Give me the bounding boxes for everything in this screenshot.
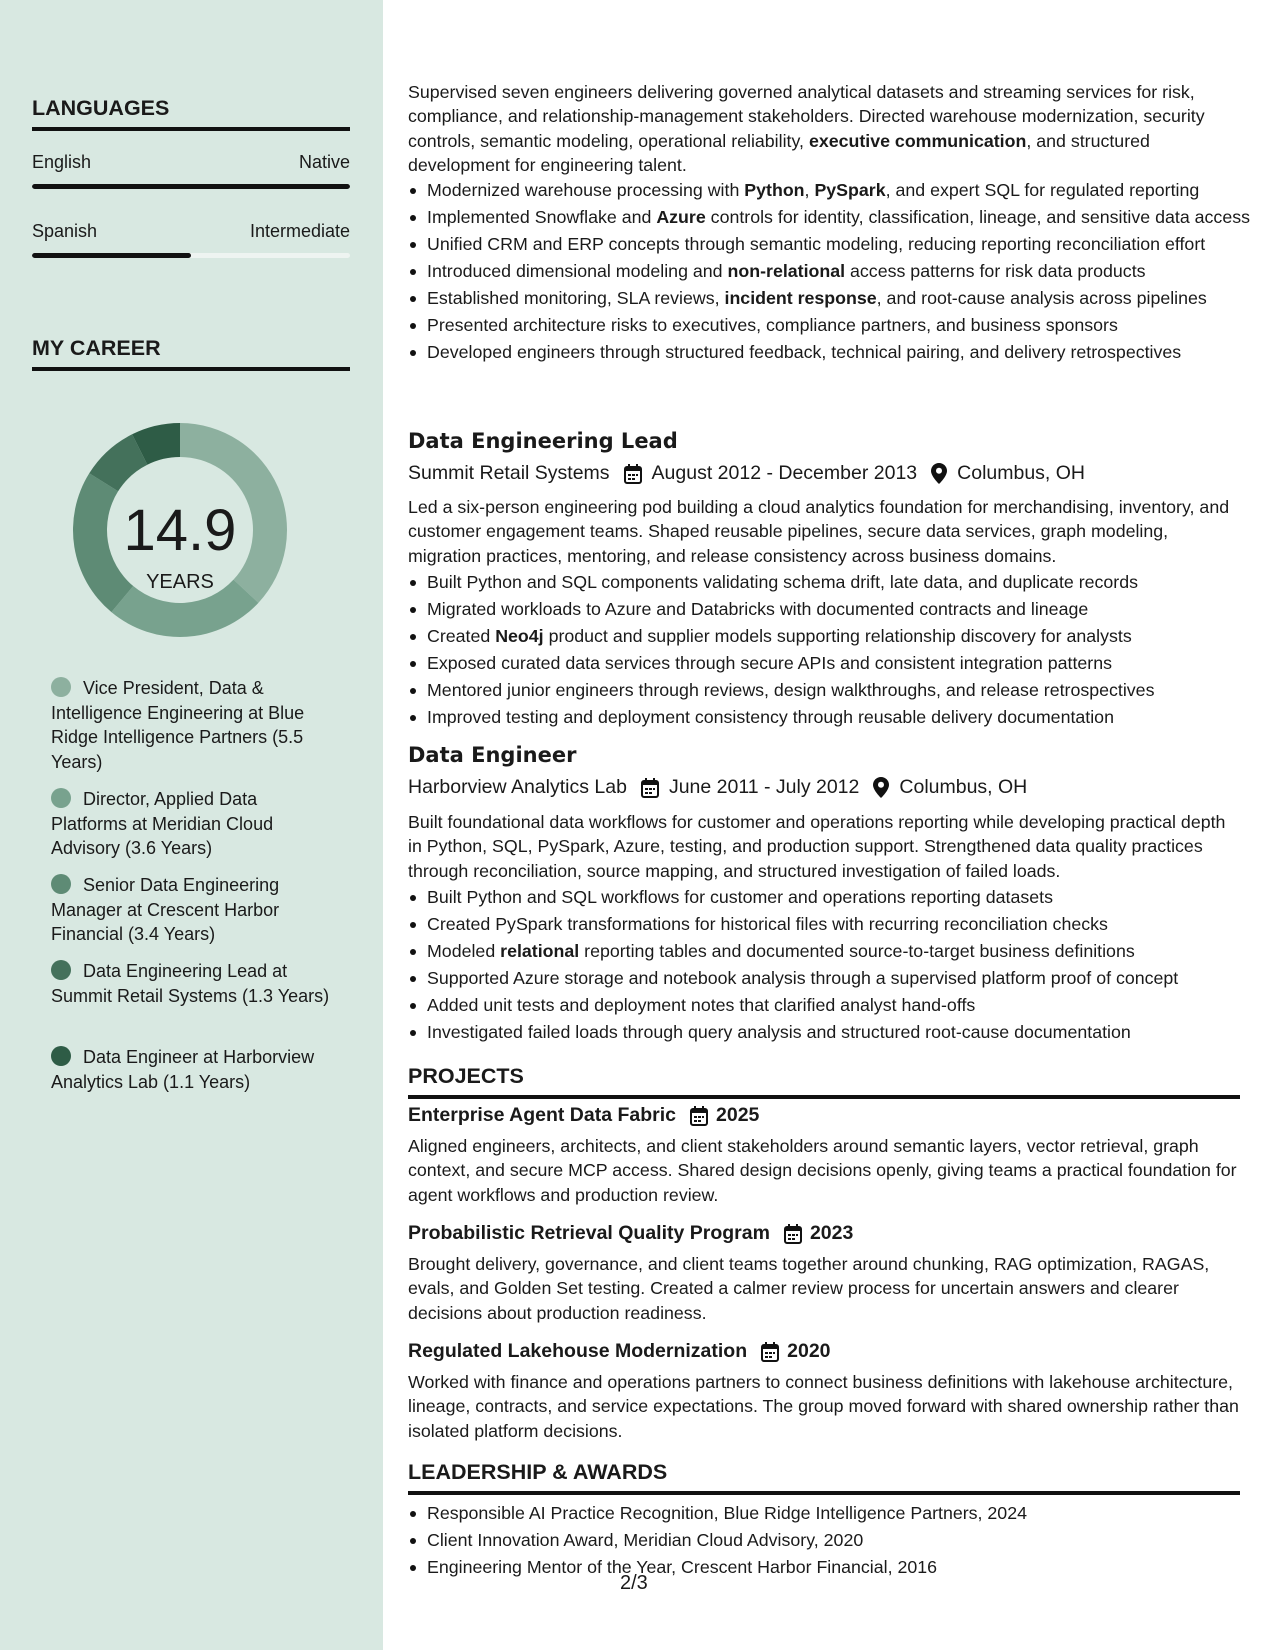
page-number: 2/3 [620, 1572, 648, 1594]
job-location: Columbus, OH [899, 776, 1028, 798]
project-title: Enterprise Agent Data Fabric [408, 1104, 677, 1126]
bullet-item: Unified CRM and ERP concepts through semantic modeling, reducing reporting reconciliation effort [427, 232, 1259, 256]
languages-heading: LANGUAGES [32, 96, 350, 131]
bullet-item: Developed engineers through structured feedback, technical pairing, and delivery retrospectives [427, 340, 1259, 364]
calendar-icon [761, 1342, 779, 1362]
career-total-unit: YEARS [146, 571, 214, 593]
legend-label: Data Engineering Lead at Summit Retail Systems (1.3 Years) [51, 961, 330, 1006]
language-bar-spanish [32, 253, 350, 258]
sidebar [0, 0, 383, 1650]
project-title: Probabilistic Retrieval Quality Program [408, 1222, 770, 1244]
project-title-row [408, 1104, 759, 1127]
legend-label: Director, Applied Data Platforms at Meridian Cloud Advisory (3.6 Years) [51, 789, 274, 858]
career-total-years: 14.9 [123, 498, 237, 563]
project-title-row [408, 1222, 853, 1245]
career-legend-item [51, 1045, 331, 1094]
award-item: Engineering Mentor of the Year, Crescent Harbor Financial, 2016 [427, 1555, 1259, 1579]
bullet-item: Modeled relational reporting tables and documented source-to-target business definitions [427, 939, 1259, 963]
job-meta [408, 776, 1027, 799]
calendar-icon [641, 778, 659, 798]
bullet-item: Migrated workloads to Azure and Databricks with documented contracts and lineage [427, 597, 1259, 621]
legend-label: Senior Data Engineering Manager at Crescent Harbor Financial (3.4 Years) [51, 875, 280, 944]
legend-dot [51, 1046, 71, 1066]
career-legend-item [51, 676, 331, 774]
language-level: Native [298, 152, 350, 172]
job-company: Summit Retail Systems [408, 462, 610, 484]
bullet-item: Mentored junior engineers through reviews, design walkthroughs, and release retrospectives [427, 678, 1259, 702]
career-legend-item [51, 959, 331, 1008]
bullet-item: Added unit tests and deployment notes that clarified analyst hand-offs [427, 993, 1259, 1017]
legend-dot [51, 960, 71, 980]
bullet-item: Exposed curated data services through secure APIs and consistent integration patterns [427, 651, 1259, 675]
career-legend-item [51, 787, 331, 861]
career-donut-chart [60, 410, 300, 650]
job-dates: August 2012 - December 2013 [651, 462, 918, 484]
language-bar-fill [32, 184, 350, 189]
project-year: 2025 [716, 1104, 760, 1126]
project-description: Brought delivery, governance, and client teams together around chunking, RAG optimization, RAGAS, evals, and Golden Set testing. Created a calmer review process for uncertain answers and clearer decisions about production readiness. [408, 1254, 1210, 1323]
job-summary: Built foundational data workflows for customer and operations reporting while developing practical depth in Python, SQL, PySpark, Azure, testing, and production support. Strengthened data quality practices through reconciliation, source mapping, and structured investigation of failed loads. [408, 812, 1226, 881]
awards-heading: LEADERSHIP & AWARDS [408, 1460, 1240, 1495]
bullet-item: Established monitoring, SLA reviews, incident response, and root-cause analysis across pipelines [427, 286, 1259, 310]
project-title: Regulated Lakehouse Modernization [408, 1340, 748, 1362]
language-level: Intermediate [249, 221, 350, 241]
bullet-item: Created PySpark transformations for historical files with recurring reconciliation checks [427, 912, 1259, 936]
job-summary: Supervised seven engineers delivering governed analytical datasets and streaming services for risk, compliance, and relationship-management stakeholders. Directed warehouse modernization, security controls, semantic modeling, operational reliability, executive communication, and structured development for engineering talent. [408, 82, 1205, 176]
bullet-item: Implemented Snowflake and Azure controls for identity, classification, lineage, and sensitive data access [427, 205, 1259, 229]
career-legend-item [51, 873, 331, 947]
bullet-item: Improved testing and deployment consistency through reusable delivery documentation [427, 705, 1259, 729]
bullet-item: Modernized warehouse processing with Python, PySpark, and expert SQL for regulated reporting [427, 178, 1259, 202]
bullet-item: Investigated failed loads through query analysis and structured root-cause documentation [427, 1020, 1259, 1044]
bullet-item: Built Python and SQL components validating schema drift, late data, and duplicate records [427, 570, 1259, 594]
legend-dot [51, 874, 71, 894]
job-bullets [408, 178, 1259, 367]
legend-label: Vice President, Data & Intelligence Engineering at Blue Ridge Intelligence Partners (5.5 Years) [51, 678, 305, 772]
awards-list [408, 1501, 1259, 1582]
career-heading: MY CAREER [32, 336, 350, 371]
project-description: Worked with finance and operations partners to connect business definitions with lakehouse architecture, lineage, contracts, and service expectations. The group moved forward with shared ownership rather than isolated platform decisions. [408, 1372, 1239, 1441]
job-title: Data Engineering Lead [408, 429, 678, 453]
bullet-item: Presented architecture risks to executives, compliance partners, and business sponsors [427, 313, 1259, 337]
legend-dot [51, 677, 71, 697]
award-item: Client Innovation Award, Meridian Cloud Advisory, 2020 [427, 1528, 1259, 1552]
project-description: Aligned engineers, architects, and client stakeholders around semantic layers, vector retrieval, graph context, and secure MCP access. Shared design decisions openly, giving teams a practical foundation for agent workflows and production review. [408, 1136, 1237, 1205]
job-company: Harborview Analytics Lab [408, 776, 627, 798]
location-pin-icon [931, 463, 947, 484]
job-meta [408, 462, 1085, 485]
job-location: Columbus, OH [957, 462, 1086, 484]
legend-dot [51, 788, 71, 808]
location-pin-icon [873, 777, 889, 798]
language-name: English [32, 152, 92, 172]
language-bar-fill [32, 253, 191, 258]
legend-label: Data Engineer at Harborview Analytics Lab (1.1 Years) [51, 1047, 315, 1092]
job-title: Data Engineer [408, 743, 577, 767]
project-year: 2020 [787, 1340, 831, 1362]
bullet-item: Introduced dimensional modeling and non-relational access patterns for risk data products [427, 259, 1259, 283]
language-row-english [32, 152, 350, 173]
bullet-item: Created Neo4j product and supplier models supporting relationship discovery for analysts [427, 624, 1259, 648]
job-bullets [408, 570, 1259, 732]
award-item: Responsible AI Practice Recognition, Blue Ridge Intelligence Partners, 2024 [427, 1501, 1259, 1525]
job-bullets [408, 885, 1259, 1047]
language-row-spanish [32, 221, 350, 242]
project-title-row [408, 1340, 831, 1363]
language-name: Spanish [32, 221, 98, 241]
calendar-icon [784, 1224, 802, 1244]
project-year: 2023 [809, 1222, 854, 1244]
bullet-item: Built Python and SQL workflows for customer and operations reporting datasets [427, 885, 1259, 909]
calendar-icon [690, 1106, 708, 1126]
job-dates: June 2011 - July 2012 [668, 776, 860, 798]
bullet-item: Supported Azure storage and notebook analysis through a supervised platform proof of concept [427, 966, 1259, 990]
calendar-icon [624, 464, 642, 484]
projects-heading: PROJECTS [408, 1064, 1240, 1099]
job-summary: Led a six-person engineering pod building a cloud analytics foundation for merchandising, inventory, and customer engagement teams. Shaped reusable pipelines, secure data services, graph modeling, migration practices, mentoring, and release consistency across business domains. [408, 497, 1230, 566]
language-bar-english [32, 184, 350, 189]
